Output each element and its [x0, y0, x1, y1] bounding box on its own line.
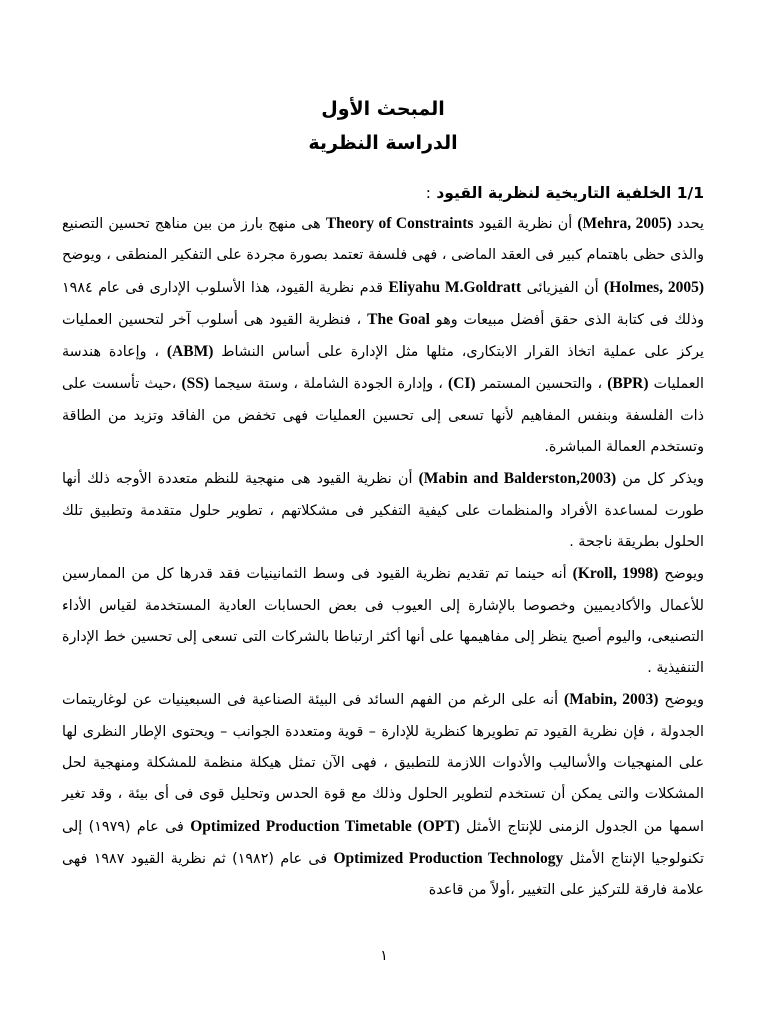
- text-run: ،حيث تأسست على ذات الفلسفة وبنفس المفاهيم لأنها تسعى إلى تحسين العمليات فهى تخفض من الفاقد وتزيد من الطاقة وتستخدم العمالة المباشرة.: [62, 376, 704, 456]
- text-run: أنه حينما تم تقديم نظرية القيود فى وسط الثمانينيات فقد قدرها كل من الممارسين للأعمال والأكاديميين وخصوصا بالإشارة إلى العيوب فى بعض الحسابات العادية المستخدمة لقياس الأداء التصنيعى، واليوم أصبح ينظر إلى مفاهيمها على أنها أكثر ارتباطا بالشركات التى تسعى إلى تحسين خط الإدارة التنفيذية .: [62, 566, 704, 677]
- text-run: ، وإدارة الجودة الشاملة ، وستة سيجما: [209, 376, 449, 393]
- text-run: أن نظرية القيود: [473, 216, 578, 232]
- chapter-subtitle: الدراسة النظرية: [308, 132, 458, 154]
- section-colon: :: [425, 184, 431, 202]
- text-run: ويذكر كل من: [616, 471, 704, 488]
- text-run: فى عام (١٩٨٢) ثم نظرية القيود ١٩٨٧ فهى علامة فارقة للتركيز على التغيير ،أولاً من قاعدة: [62, 850, 704, 899]
- paragraph: [62, 463, 704, 558]
- text-run: ويوضح: [658, 566, 704, 583]
- latin-term: (CI): [448, 375, 476, 393]
- chapter-title: المبحث الأول: [321, 98, 445, 120]
- text-run: أن نظرية القيود هى منهجية للنظم متعددة الأوجه ذلك أنها طورت لمساعدة الأفراد والمنظمات على كيفية التفكير فى مشكلاتهم ، تطوير حلول متقدمة وتطبيق تلك الحلول بطريقة ناجحة .: [62, 471, 704, 550]
- section-heading: [62, 178, 704, 208]
- latin-term: (BPR): [607, 375, 649, 393]
- text-run: هى منهج بارز من بين مناهج تحسين التصنيع والذى حظى باهتمام كبير فى العقد الماضى ، فهى فلسفة تعتمد بصورة مجردة على التفكير المنطقى ، ويوضح: [62, 216, 704, 264]
- paragraph: [62, 684, 704, 906]
- latin-term: (Kroll, 1998): [572, 565, 659, 583]
- section-title: الخلفية التاريخية لنظرية القيود: [436, 184, 672, 202]
- latin-term: Optimized Production Timetable (OPT): [190, 817, 460, 835]
- latin-term: (ABM): [166, 343, 214, 361]
- latin-term: (Mehra, 2005): [577, 215, 672, 232]
- text-run: ، والتحسين المستمر: [475, 376, 608, 393]
- text-run: يحدد: [671, 216, 704, 232]
- latin-term: (SS): [181, 375, 210, 393]
- text-run: فى عام (١٩٧٩) إلى تكنولوجيا الإنتاج الأمثل: [62, 818, 705, 867]
- body-text: [62, 208, 704, 907]
- section-number: 1/1: [676, 184, 704, 202]
- latin-term: (Mabin, 2003): [564, 691, 659, 709]
- latin-term: (Holmes, 2005): [604, 278, 704, 296]
- text-run: ، وإعادة هندسة العمليات: [62, 344, 705, 393]
- latin-term: Eliyahu M.Goldratt: [388, 278, 522, 296]
- text-run: أنه على الرغم من الفهم السائد فى البيئة الصناعية فى السبعينيات عن لوغاريتمات الجدولة ، فإن نظرية القيود تم تطويرها كنظرية للإدارة – قوية ومتعددة الجوانب – ويحتوى الإطار النظرى لها على المنهجيات والأساليب والأدوات اللازمة للتطبيق ، فهى الآن تمثل هيكلة منظمة للمشكلة ومنهجية لحل المشكلات والتى يمكن أن تستخدم لتطوير الحلول وذلك مع قوة الحدس وتحليل قوى فى أى بيئة ، وقد تغير اسمها من الجدول الزمنى للإنتاج الأمثل: [62, 692, 704, 835]
- paragraph: [62, 558, 704, 684]
- latin-term: The Goal: [367, 310, 430, 328]
- paragraph: [62, 208, 704, 463]
- text-run: ويوضح: [658, 692, 705, 709]
- text-run: ، فنظرية القيود هى أسلوب آخر لتحسين العمليات يركز على عملية اتخاذ القرار الابتكارى، مثلها مثل الإدارة على أساس النشاط: [62, 311, 704, 361]
- text-run: أن الفيزيائى: [521, 279, 605, 296]
- latin-term: Optimized Production Technology: [333, 849, 564, 867]
- page-number: ١: [380, 948, 388, 964]
- latin-term: Theory of Constraints: [325, 215, 474, 232]
- latin-term: (Mabin and Balderston,2003): [418, 470, 617, 488]
- text-run: قدم نظرية القيود، هذا الأسلوب الإدارى فى عام ١٩٨٤ وذلك فى كتابة الذى حقق أفضل مبيعات وهو: [62, 279, 704, 328]
